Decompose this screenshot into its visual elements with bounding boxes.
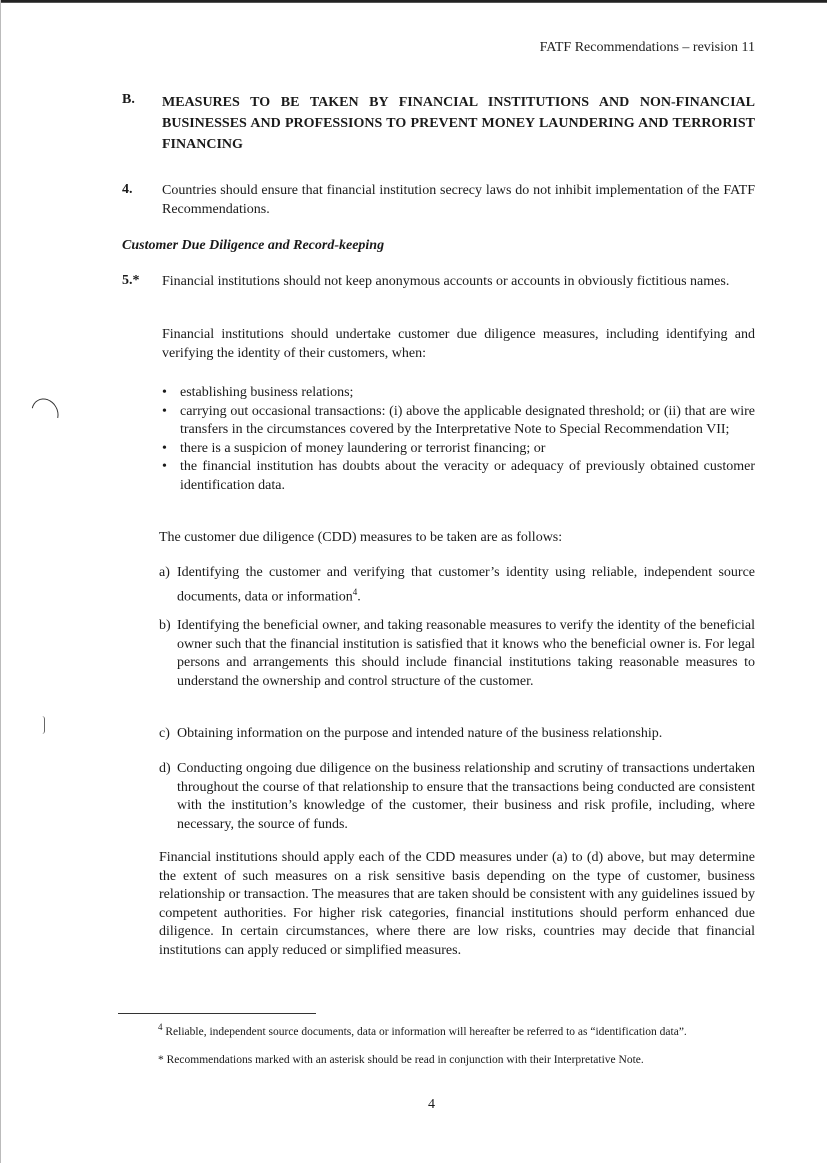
item-text: Identifying the customer and verifying that customer’s identity using reliable, independent source documents, data or information [177, 565, 755, 605]
cdd-item-c [159, 725, 755, 744]
item-text: Obtaining information on the purpose and intended nature of the business relationship. [177, 726, 663, 741]
rec5-para2: Financial institutions should undertake customer due diligence measures, including identifying and verifying the identity of their customers, when: [162, 327, 755, 361]
bullet-icon: • [162, 459, 167, 474]
footnote-text: Reliable, independent source documents, data or information will hereafter be referred to as “identification data”. [165, 1025, 687, 1038]
bullet-icon: • [162, 403, 167, 419]
item-mark: b) [159, 618, 171, 633]
punch-hole-mark [26, 394, 64, 433]
footnote-mark: * [158, 1054, 164, 1066]
scan-edge-left [0, 0, 1, 1163]
page-number: 4 [428, 1097, 435, 1112]
footnote-rule [118, 1013, 316, 1014]
rec5-para1: Financial institutions should not keep anonymous accounts or accounts in obviously fictitious names. [162, 274, 730, 289]
footnote-mark: 4 [158, 1022, 163, 1032]
rec4-number: 4. [122, 182, 133, 197]
rec5-number: 5.* [122, 273, 140, 288]
scan-edge-line [0, 2, 827, 3]
cdd-intro: The customer due diligence (CDD) measures to be taken are as follows: [159, 530, 563, 545]
footnote-4 [158, 1020, 754, 1040]
section-heading: MEASURES TO BE TAKEN BY FINANCIAL INSTITUTIONS AND NON-FINANCIAL BUSINESSES AND PROFESSIONS TO PREVENT MONEY LAUNDERING AND TERRORIST FINANCING [162, 95, 755, 152]
bullet-icon: • [162, 440, 167, 456]
footnote-ref: 4 [352, 586, 358, 597]
bullet-item [162, 440, 755, 459]
running-header: FATF Recommendations – revision 11 [539, 40, 755, 55]
bullet-item [162, 458, 755, 495]
section-label: B. [122, 92, 135, 107]
punch-hole-mark-lower [42, 716, 45, 734]
bullet-icon: • [162, 385, 167, 400]
bullet-text: carrying out occasional transactions: (i) above the applicable designated threshold; or (ii) that are wire transfers in the circumstances covered by the Interpretative Note to Special Recommendation VII; [180, 403, 755, 437]
closing-paragraph: Financial institutions should apply each of the CDD measures under (a) to (d) above, but may determine the extent of such measures on a risk sensitive basis depending on the type of customer, business relationship or transaction. The measures that are taken should be consistent with any guidelines issued by competent authorities. For higher risk categories, financial institutions should perform enhanced due diligence. In certain circumstances, where there are low risks, countries may decide that financial institutions can apply reduced or simplified measures. [159, 850, 755, 958]
subheading: Customer Due Diligence and Record-keeping [122, 238, 385, 253]
cdd-item-b [159, 617, 755, 691]
bullet-item [162, 384, 755, 403]
item-text: Conducting ongoing due diligence on the business relationship and scrutiny of transactions undertaken throughout the course of that relationship to ensure that the transactions being conducted are consistent with the institution’s knowledge of the customer, their business and risk profile, including, where necessary, the source of funds. [177, 761, 755, 832]
item-mark: d) [159, 761, 171, 776]
item-mark: a) [159, 565, 170, 580]
item-mark: c) [159, 726, 170, 741]
rec4-text: Countries should ensure that financial institution secrecy laws do not inhibit implementation of the FATF Recommendations. [162, 183, 755, 217]
cdd-item-d [159, 760, 755, 834]
item-text: Identifying the beneficial owner, and taking reasonable measures to verify the identity of the beneficial owner such that the financial institution is satisfied that it knows who the beneficial owner is. For legal persons and arrangements this should include financial institutions taking reasonable measures to understand the ownership and control structure of the customer. [177, 618, 755, 689]
footnote-asterisk [158, 1053, 754, 1068]
footnote-text: Recommendations marked with an asterisk should be read in conjunction with their Interpretative Note. [166, 1054, 644, 1066]
bullet-text: establishing business relations; [180, 385, 354, 400]
item-suffix: . [357, 589, 361, 605]
cdd-item-a [159, 564, 755, 607]
bullet-text: the financial institution has doubts about the veracity or adequacy of previously obtained customer identification data. [180, 459, 755, 493]
trigger-bullet-list [162, 384, 755, 495]
bullet-text: there is a suspicion of money laundering or terrorist financing; or [180, 440, 546, 456]
bullet-item [162, 403, 755, 440]
